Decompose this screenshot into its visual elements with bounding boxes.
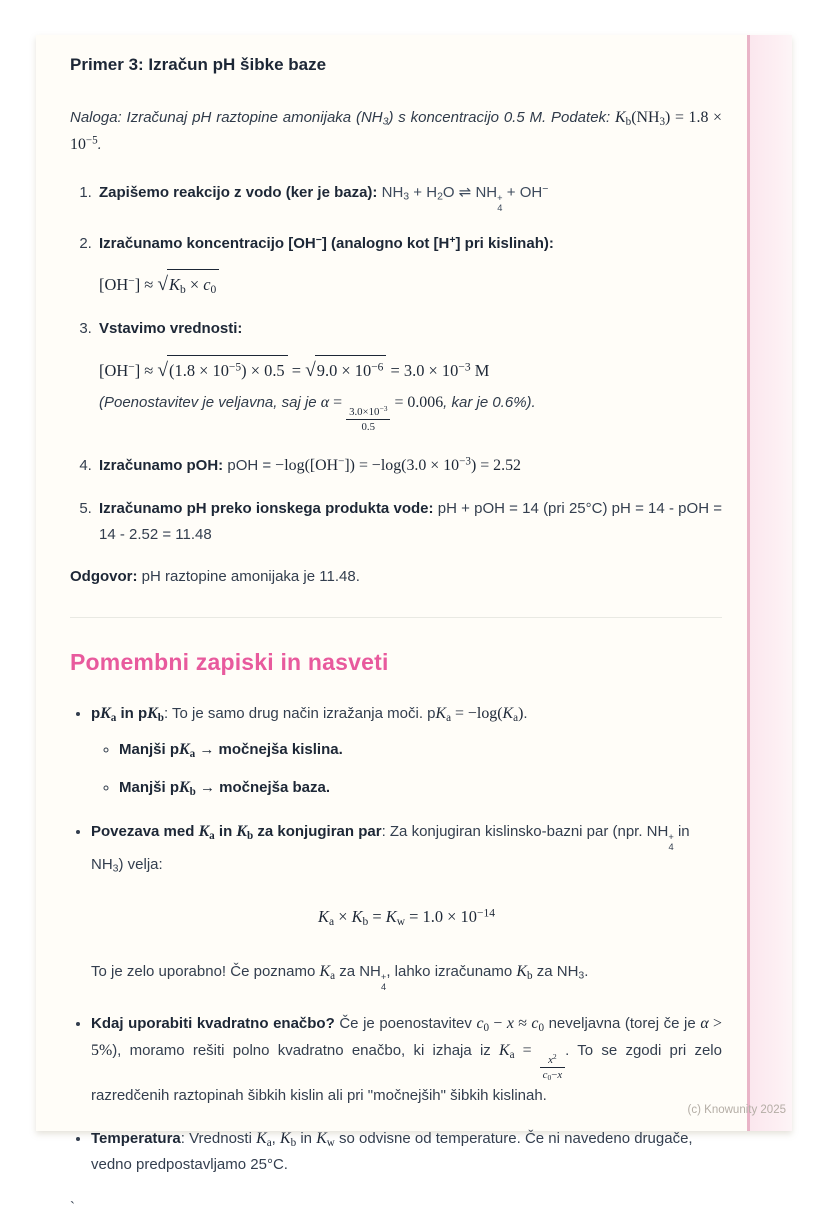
kw-formula: $K_a \times K_b = K_w = 1.0 \times 10^{-14}$ [318, 906, 495, 928]
step-item-1 [96, 180, 722, 214]
answer-paragraph: Odgovor: pH raztopine amonijaka je 11.48. [70, 568, 360, 586]
note-item-pka-pkb [91, 700, 722, 801]
note-item-quadratic [91, 1010, 722, 1108]
note-text: $pK_a$ in $pK_b$: To je samo drug način izražanja moči. $pK_a = -\log(K_a)$. [91, 704, 528, 724]
note-item-ka-kb-relation [91, 818, 722, 993]
task-paragraph: Naloga: Izračunaj pH raztopine amonijaka $(NH_3)$ s koncentracijo 0.5 M. Podatek: $K_b(NH_3) = 1.8 \times 10^{-5}$. [70, 108, 723, 153]
note-text: Povezava med $K_a$ in $K_b$ za konjugiran par: Za konjugiran kislinsko-bazni par (npr. NH + 4 in $NH_3$) velja: [91, 822, 690, 876]
oh-value-formula: $[OH^-] \approx √(1.8 \times 10^{-5}) \times 0.5 = √9.0 \times 10^{-6} = 3.0 \times 10^{-3}$ M [99, 355, 722, 385]
example-title: Primer 3: Izračun pH šibke baze [70, 55, 327, 74]
step-item-5 [96, 496, 722, 547]
note-followup: To je zelo uporabno! Če poznamo $K_a$ za NH + 4 , lahko izračunamo $K_b$ za $NH_3$. [91, 963, 589, 993]
subnote-text: Manjši $pK_a$ → močnejša kislina. [119, 740, 343, 760]
copyright-text: (c) Knowunity 2025 [687, 1104, 786, 1116]
step-text: Vstavimo vrednosti: [99, 320, 243, 338]
page-content [36, 35, 792, 1220]
note-item-temperature [91, 1125, 722, 1178]
stray-backtick: ` [70, 1198, 75, 1216]
step-text: Izračunamo koncentracijo [OH−] (analogno kot [H+] pri kislinah): [99, 233, 554, 252]
steps-list [70, 180, 722, 547]
subnote-item-base [119, 774, 722, 801]
note-text: Temperatura: Vrednosti $K_a$, $K_b$ in $K_w$ so odvisne od temperature. Če ni navedeno drugače, vedno predpostavljamo 25°C. [91, 1130, 693, 1174]
step-item-2 [96, 231, 722, 300]
step-item-4 [96, 452, 722, 479]
step-text: Zapišemo reakcijo z vodo (ker je baza): $NH_3 + H_2O$ ⇌ NH + 4 + OH− [99, 182, 549, 213]
oh-approx-formula: $[OH^-] \approx √K_b \times c_0$ [99, 269, 722, 299]
notes-heading: Pomembni zapiski in nasveti [70, 648, 389, 675]
step-text: Izračunamo pH preko ionskega produkta vode: pH + pOH = 14 (pri 25°C) pH = 14 - pOH = 14 - 2.52 = 11.48 [99, 500, 723, 543]
document-page [36, 35, 792, 1216]
subnote-item-acid [119, 736, 722, 763]
note-text: Kdaj uporabiti kvadratno enačbo? Če je poenostavitev $c_0 - x \approx c_0$ neveljavna (torej če je α > 5%), moramo rešiti polno kvadratno enačbo, ki izhaja iz $K_a$ = $\frac{x^2}{c_0-x}$ . To se zgodi pri zelo razredčenih raztopinah šibkih kislin ali pri "močnejših" šibkih kislinah. [91, 1014, 722, 1104]
step-text: Izračunamo pOH: pOH = $-\log([OH^-]) = -\log(3.0 \times 10^{-3}) = 2.52$ [99, 455, 521, 475]
subnotes-list [91, 736, 722, 801]
simplification-note: (Poenostavitev je veljavna, saj je α = $\frac{3.0\times 10^{-3}}{0.5}$ = 0.006, kar je 0.6%). [99, 394, 536, 434]
section-divider [70, 617, 722, 618]
subnote-text: Manjši $pK_b$ → močnejša baza. [119, 778, 331, 798]
step-item-3 [96, 316, 722, 435]
notes-list [70, 700, 722, 1178]
